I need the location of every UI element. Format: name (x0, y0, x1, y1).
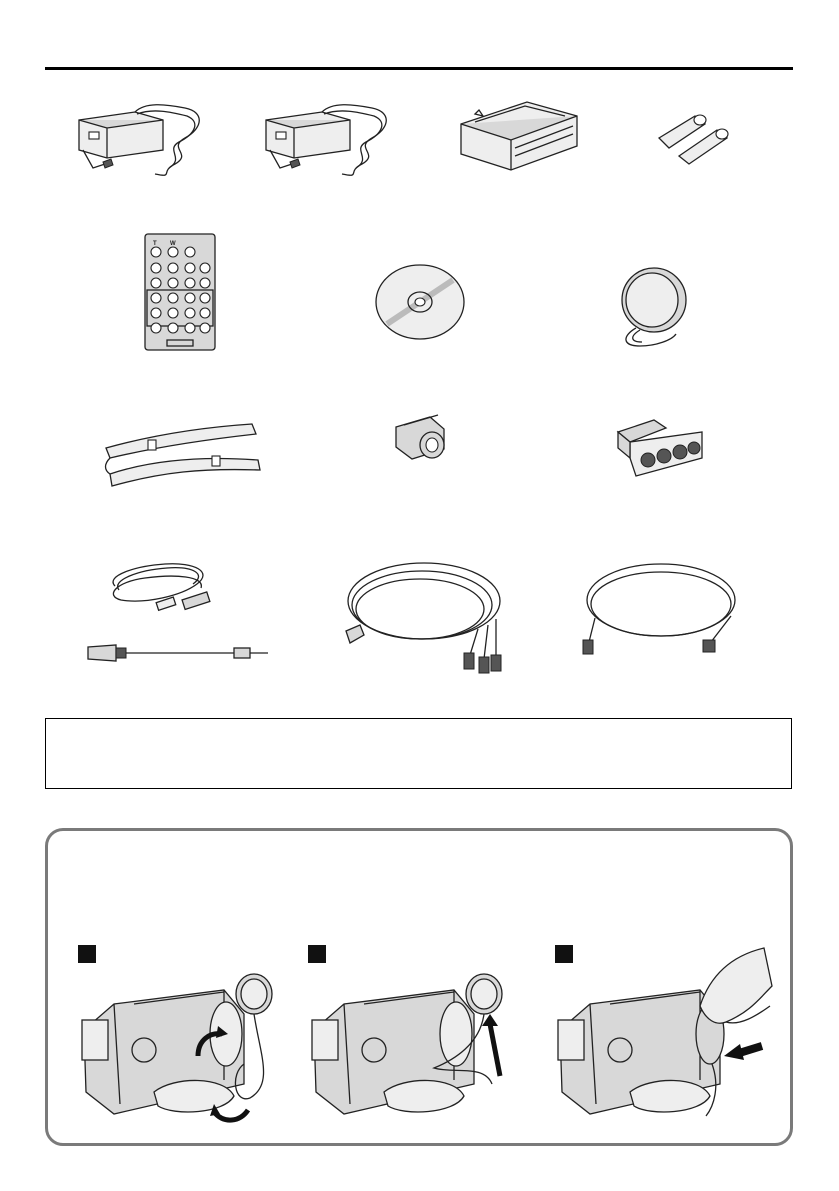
attach-cap-step-3-icon (550, 946, 776, 1136)
header-rule (45, 67, 793, 70)
editing-cable-icon (581, 558, 741, 656)
remote-label-t: T (153, 241, 157, 247)
core-filter-icon (390, 413, 450, 463)
step-1-marker (78, 945, 96, 963)
attach-cap-step-1-icon (74, 964, 284, 1136)
usb-cable-icon (105, 556, 215, 614)
scart-adapter-icon (614, 418, 704, 480)
shoulder-strap-icon (102, 420, 262, 488)
ac-adapter-icon (75, 98, 210, 180)
batteries-icon (655, 110, 733, 168)
av-cable-icon (338, 555, 504, 675)
remote-label-w: W (170, 241, 176, 247)
notice-box (45, 718, 792, 789)
cd-rom-icon (373, 262, 467, 342)
lens-cap-icon (616, 264, 690, 348)
pc-cable-icon (82, 641, 272, 665)
step-2-marker (308, 945, 326, 963)
attach-cap-step-2-icon (304, 964, 526, 1136)
remote-control-icon (143, 232, 217, 352)
ac-adapter-icon (262, 98, 397, 180)
battery-pack-icon (455, 94, 587, 180)
